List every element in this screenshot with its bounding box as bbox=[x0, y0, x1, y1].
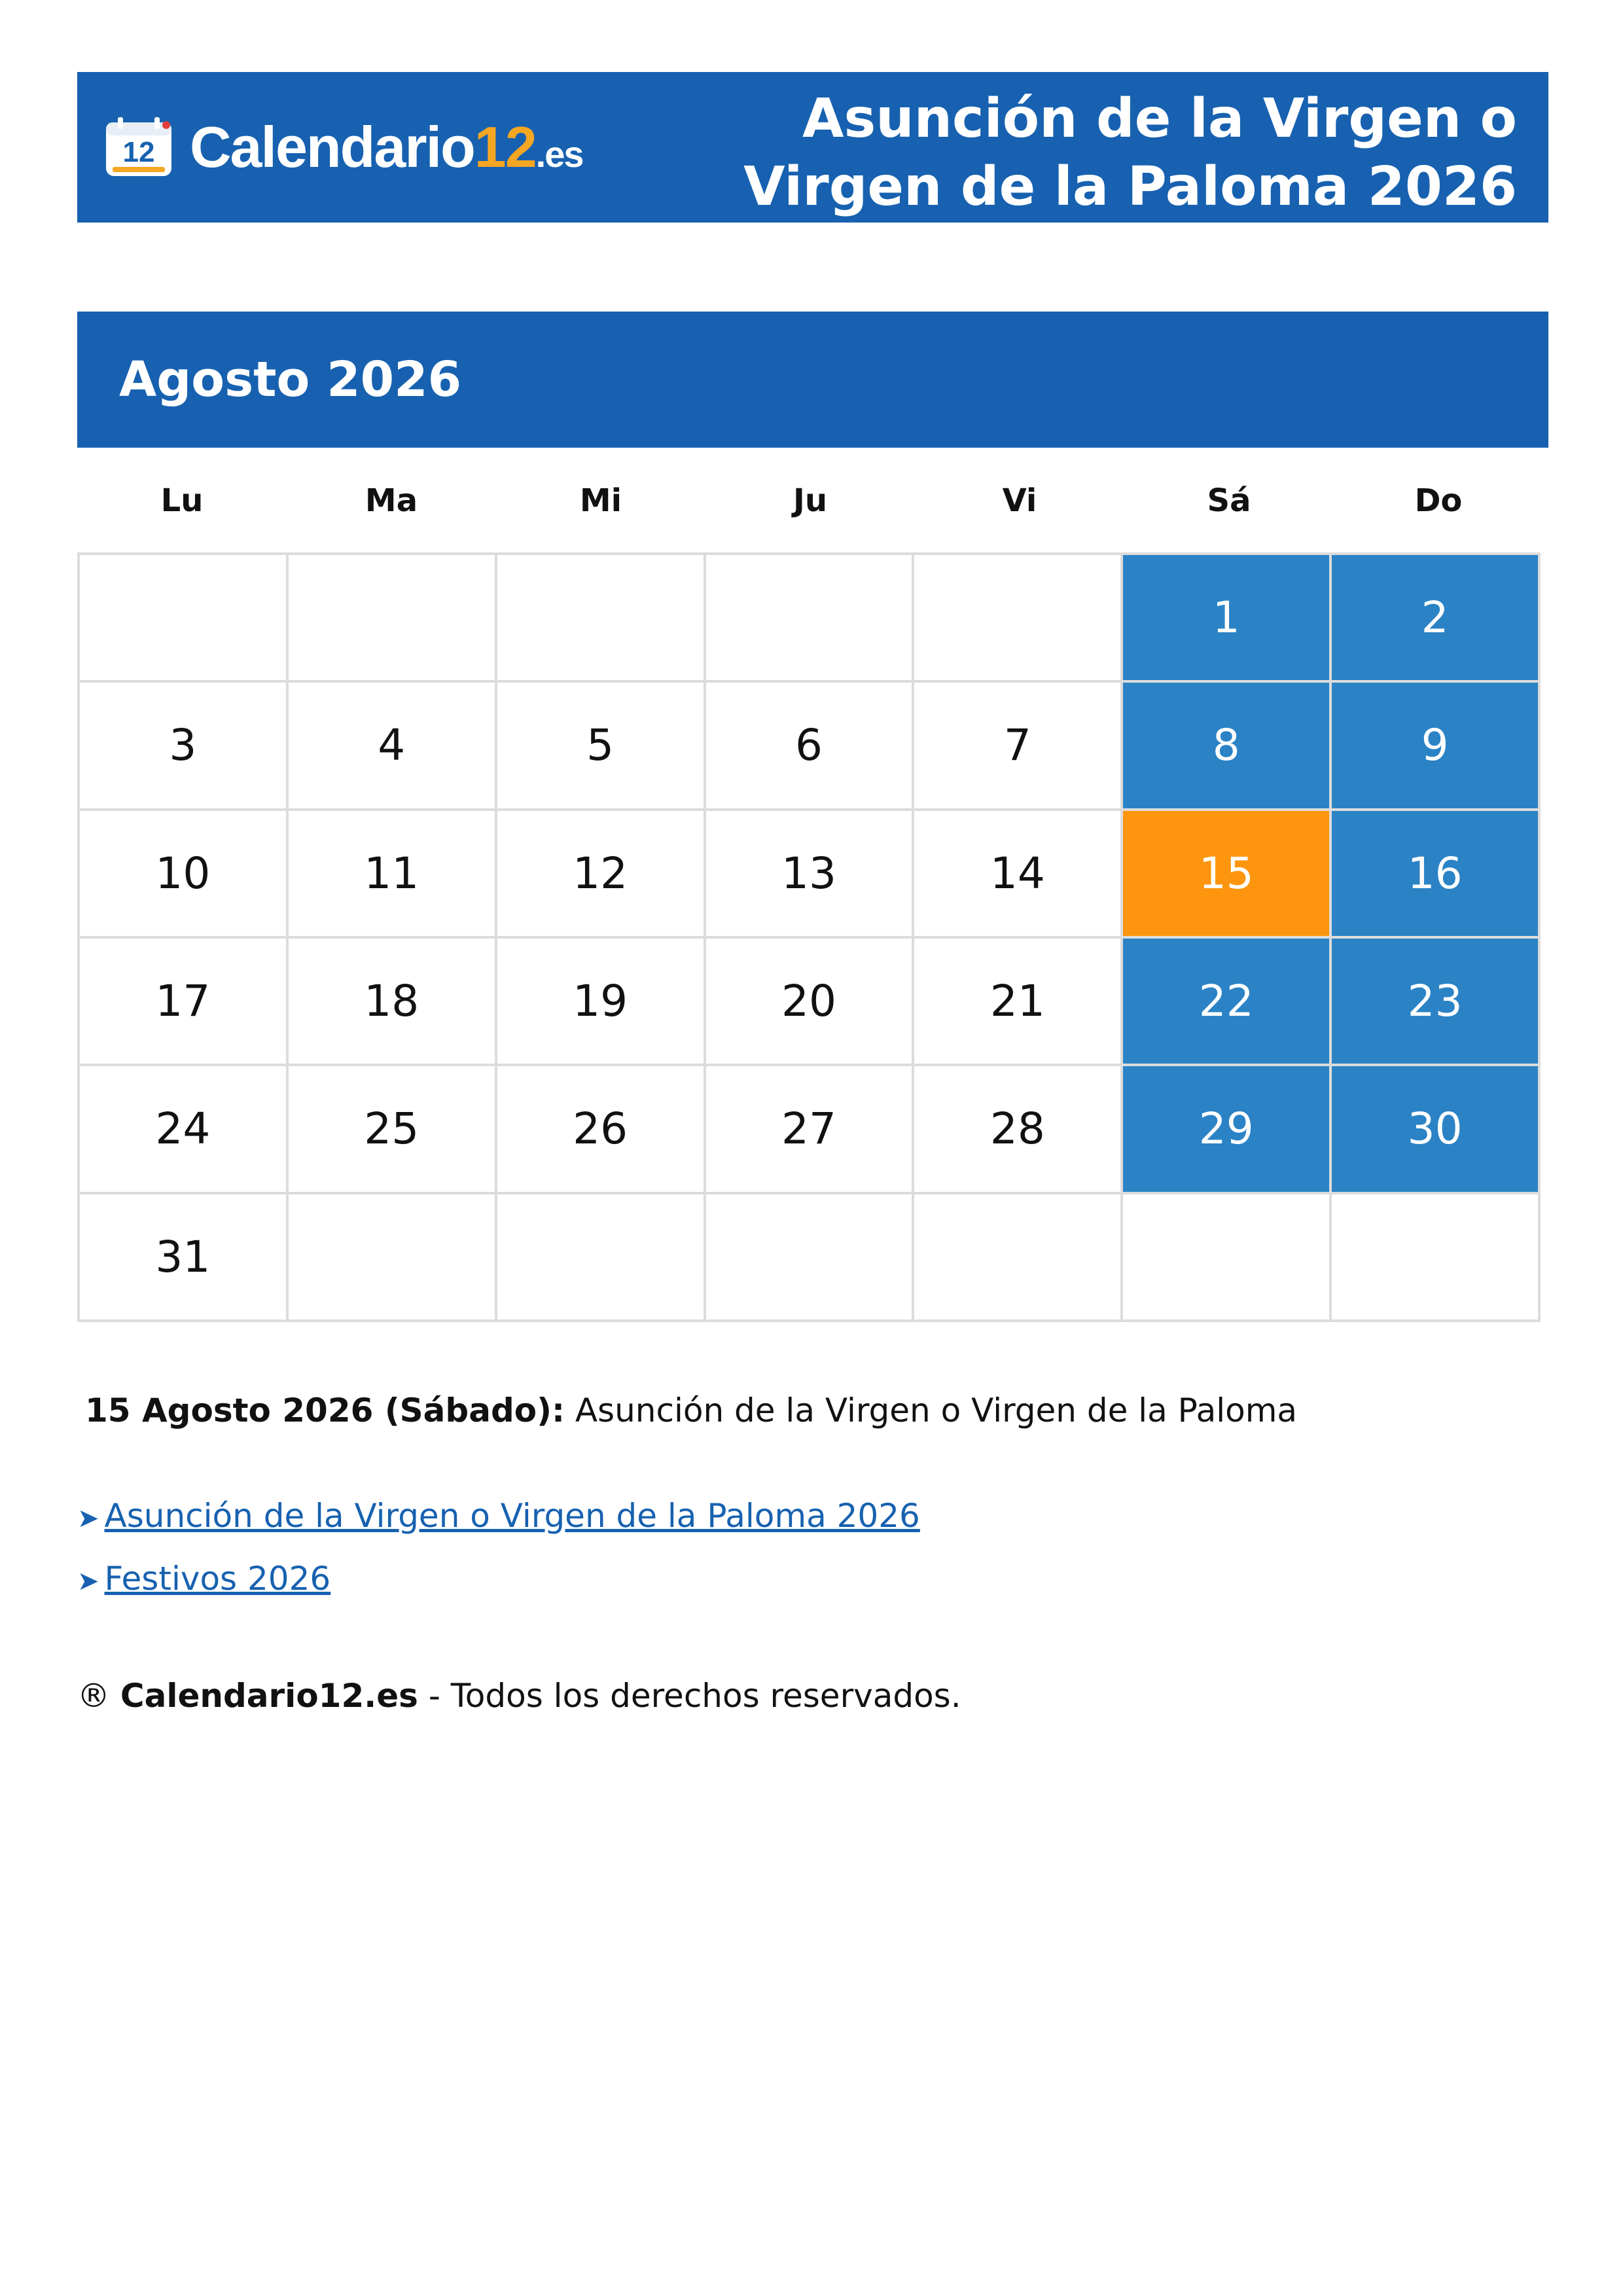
calendar-day-empty bbox=[497, 555, 706, 683]
calendar-day[interactable]: 8 bbox=[1123, 683, 1332, 810]
calendar-day[interactable]: 24 bbox=[80, 1066, 289, 1194]
calendar-day[interactable]: 26 bbox=[497, 1066, 706, 1194]
calendar-day-empty bbox=[289, 555, 497, 683]
arrow-icon: ➤ bbox=[77, 1566, 99, 1596]
calendar-day-empty bbox=[497, 1194, 706, 1322]
calendar-day[interactable]: 21 bbox=[914, 939, 1123, 1066]
calendar-day[interactable]: 29 bbox=[1123, 1066, 1332, 1194]
calendar-day[interactable]: 9 bbox=[1332, 683, 1541, 810]
link-holiday-2026[interactable]: Asunción de la Virgen o Virgen de la Paloma 2026 bbox=[104, 1497, 920, 1535]
calendar-day[interactable]: 13 bbox=[706, 811, 915, 939]
logo-wordmark bbox=[190, 114, 583, 181]
weekday-label: Ju bbox=[793, 482, 828, 519]
footer bbox=[77, 1673, 961, 1719]
calendar-day[interactable]: 27 bbox=[706, 1066, 915, 1194]
logo-tld: .es bbox=[535, 134, 583, 175]
calendar-day[interactable]: 28 bbox=[914, 1066, 1123, 1194]
calendar-day-holiday[interactable]: 15 bbox=[1123, 811, 1332, 939]
calendar-day-empty bbox=[289, 1194, 497, 1322]
calendar-day[interactable]: 20 bbox=[706, 939, 915, 1066]
calendar-day[interactable]: 19 bbox=[497, 939, 706, 1066]
calendar-day[interactable]: 7 bbox=[914, 683, 1123, 810]
calendar-day[interactable]: 5 bbox=[497, 683, 706, 810]
logo-icon-text: 12 bbox=[122, 136, 155, 168]
calendar-day[interactable]: 2 bbox=[1332, 555, 1541, 683]
month-title: Agosto 2026 bbox=[119, 351, 462, 408]
weekday-label: Ma bbox=[365, 482, 418, 519]
calendar-day[interactable]: 17 bbox=[80, 939, 289, 1066]
calendar-day[interactable]: 31 bbox=[80, 1194, 289, 1322]
calendar-day[interactable]: 14 bbox=[914, 811, 1123, 939]
holiday-note bbox=[85, 1388, 1297, 1433]
arrow-icon: ➤ bbox=[77, 1503, 99, 1534]
weekday-label: Do bbox=[1414, 482, 1463, 519]
calendar-day-empty bbox=[1332, 1194, 1541, 1322]
calendar-grid bbox=[77, 552, 1541, 1322]
registered-icon: ® bbox=[77, 1677, 110, 1715]
calendar-day[interactable]: 11 bbox=[289, 811, 497, 939]
calendar-day-empty bbox=[80, 555, 289, 683]
link-festivos-2026[interactable]: Festivos 2026 bbox=[104, 1560, 331, 1598]
calendar-day-empty bbox=[914, 1194, 1123, 1322]
calendar-day[interactable]: 18 bbox=[289, 939, 497, 1066]
logo-number: 12 bbox=[474, 115, 536, 179]
footer-text: - Todos los derechos reservados. bbox=[428, 1677, 961, 1715]
page-title-line-1: Asunción de la Virgen o bbox=[802, 88, 1517, 150]
calendar-icon bbox=[105, 117, 173, 177]
footer-brand: Calendario12.es bbox=[120, 1677, 418, 1715]
weekday-label: Sá bbox=[1207, 482, 1251, 519]
related-links bbox=[77, 1486, 920, 1611]
calendar-day-empty bbox=[706, 1194, 915, 1322]
weekday-label: Vi bbox=[1002, 482, 1037, 519]
link-item bbox=[77, 1549, 920, 1611]
calendar-day[interactable]: 22 bbox=[1123, 939, 1332, 1066]
holiday-note-date: 15 Agosto 2026 (Sábado): bbox=[85, 1391, 565, 1429]
page-title-line-2: Virgen de la Paloma 2026 bbox=[743, 156, 1517, 218]
calendar-day[interactable]: 6 bbox=[706, 683, 915, 810]
site-logo[interactable] bbox=[105, 105, 583, 190]
calendar-day[interactable]: 23 bbox=[1332, 939, 1541, 1066]
calendar-day-empty bbox=[706, 555, 915, 683]
calendar-day[interactable]: 3 bbox=[80, 683, 289, 810]
calendar-day[interactable]: 4 bbox=[289, 683, 497, 810]
weekday-header-row bbox=[77, 471, 1543, 530]
weekday-label: Lu bbox=[160, 482, 204, 519]
calendar-day-empty bbox=[1123, 1194, 1332, 1322]
holiday-note-description: Asunción de la Virgen o Virgen de la Paloma bbox=[575, 1391, 1298, 1429]
calendar-day[interactable]: 1 bbox=[1123, 555, 1332, 683]
page-header bbox=[77, 72, 1548, 223]
weekday-label: Mi bbox=[579, 482, 622, 519]
logo-prefix: Calendario bbox=[190, 115, 474, 179]
calendar-day-empty bbox=[914, 555, 1123, 683]
month-header bbox=[77, 312, 1548, 448]
page-title bbox=[666, 85, 1517, 221]
calendar-day[interactable]: 10 bbox=[80, 811, 289, 939]
calendar-day[interactable]: 25 bbox=[289, 1066, 497, 1194]
calendar-day[interactable]: 16 bbox=[1332, 811, 1541, 939]
calendar-day[interactable]: 12 bbox=[497, 811, 706, 939]
calendar-day[interactable]: 30 bbox=[1332, 1066, 1541, 1194]
link-item bbox=[77, 1486, 920, 1549]
